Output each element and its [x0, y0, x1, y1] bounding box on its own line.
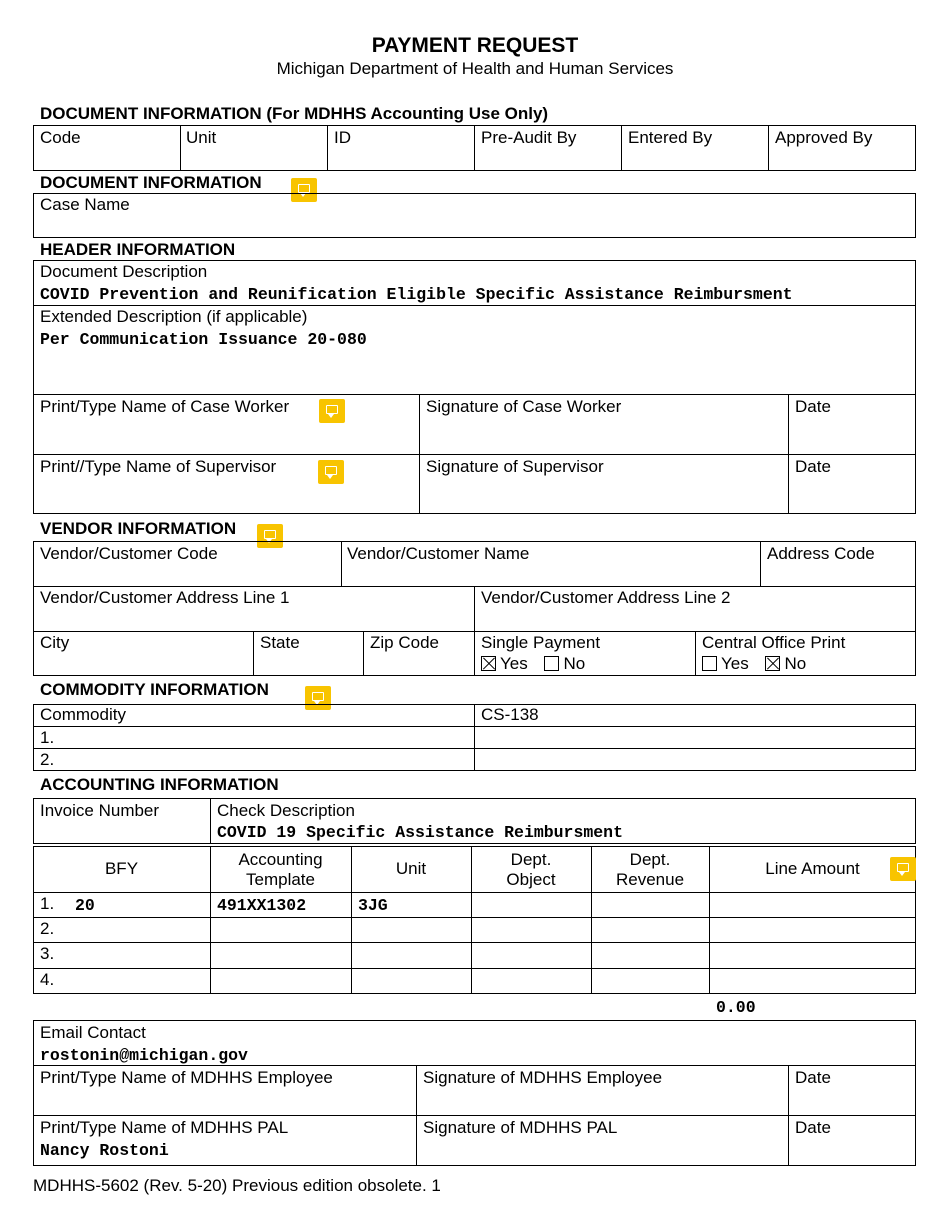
acct-row-number: 3. [40, 944, 55, 963]
col-header-dept-object [471, 850, 591, 890]
col-header-revenue-line1: Dept. [629, 850, 671, 869]
divider [474, 586, 475, 676]
divider [33, 1065, 916, 1066]
state-field[interactable]: State [260, 633, 300, 652]
case-name-box [33, 193, 916, 238]
cs138-header: CS-138 [481, 705, 539, 724]
col-header-object-line2: Object [506, 870, 556, 889]
central-print-no-label: No [784, 654, 807, 673]
vendor-address-line2-field[interactable]: Vendor/Customer Address Line 2 [481, 588, 731, 607]
central-print-yes-checkbox[interactable] [702, 656, 717, 671]
city-field[interactable]: City [40, 633, 70, 652]
page-subtitle: Michigan Department of Health and Human Services [276, 59, 674, 78]
divider [180, 125, 181, 171]
commodity-row-2[interactable]: 2. [40, 750, 55, 769]
email-contact-value[interactable]: rostonin@michigan.gov [40, 1046, 248, 1065]
divider [210, 798, 211, 844]
employee-name-field[interactable]: Print/Type Name of MDHHS Employee [40, 1068, 333, 1087]
central-print-no-checkbox[interactable] [765, 656, 780, 671]
col-header-template-line2: Template [246, 870, 315, 889]
code-field[interactable]: Code [40, 128, 81, 147]
col-header-template-line1: Accounting [238, 850, 323, 869]
divider [416, 1065, 417, 1166]
pal-date-field[interactable]: Date [795, 1118, 831, 1137]
acct-row-number: 4. [40, 970, 55, 989]
central-office-print-label: Central Office Print [702, 633, 846, 652]
ext-desc-label: Extended Description (if applicable) [40, 307, 308, 326]
acct-row-template[interactable]: 491XX1302 [217, 896, 307, 915]
pal-name-value[interactable]: Nancy Rostoni [40, 1141, 169, 1160]
case-worker-name-field[interactable]: Print/Type Name of Case Worker [40, 397, 290, 416]
divider [33, 942, 916, 943]
check-description-label: Check Description [217, 801, 355, 820]
col-header-dept-revenue [591, 850, 709, 890]
comment-note-icon[interactable] [319, 399, 345, 423]
commodity-row-1[interactable]: 1. [40, 728, 55, 747]
section-doc-info-accounting: DOCUMENT INFORMATION (For MDHHS Accounting Use Only) [40, 104, 549, 123]
divider [621, 125, 622, 171]
col-header-line-amount: Line Amount [765, 859, 860, 878]
zip-code-field[interactable]: Zip Code [370, 633, 439, 652]
email-contact-label: Email Contact [40, 1023, 146, 1042]
case-name-field[interactable]: Case Name [40, 195, 130, 214]
divider [33, 892, 916, 893]
form-footer: MDHHS-5602 (Rev. 5-20) Previous edition obsolete. 1 [33, 1176, 441, 1195]
employee-signature-field[interactable]: Signature of MDHHS Employee [423, 1068, 663, 1087]
pal-signature-field[interactable]: Signature of MDHHS PAL [423, 1118, 618, 1137]
vendor-address-line1-field[interactable]: Vendor/Customer Address Line 1 [40, 588, 290, 607]
comment-note-icon[interactable] [890, 857, 916, 881]
divider [474, 704, 475, 771]
supervisor-date-field[interactable]: Date [795, 457, 831, 476]
approved-by-field[interactable]: Approved By [775, 128, 873, 147]
vendor-name-field[interactable]: Vendor/Customer Name [347, 544, 530, 563]
single-payment-label: Single Payment [481, 633, 601, 652]
acct-row-unit[interactable]: 3JG [358, 896, 388, 915]
check-description-value[interactable]: COVID 19 Specific Assistance Reimbursment [217, 823, 623, 842]
case-worker-signature-field[interactable]: Signature of Case Worker [426, 397, 622, 416]
id-field[interactable]: ID [334, 128, 351, 147]
divider [33, 968, 916, 969]
single-payment-yes-checkbox[interactable] [481, 656, 496, 671]
divider [363, 631, 364, 676]
commodity-header: Commodity [40, 705, 126, 724]
section-vendor-info: VENDOR INFORMATION [40, 519, 237, 538]
acct-row-number: 2. [40, 919, 55, 938]
divider [768, 125, 769, 171]
vendor-code-field[interactable]: Vendor/Customer Code [40, 544, 218, 563]
col-header-unit: Unit [395, 859, 427, 878]
entered-by-field[interactable]: Entered By [628, 128, 713, 147]
address-code-field[interactable]: Address Code [767, 544, 875, 563]
divider [33, 394, 916, 395]
col-header-template [210, 850, 351, 890]
line-amount-total: 0.00 [716, 998, 756, 1017]
divider [33, 917, 916, 918]
central-print-yes-label: Yes [721, 654, 749, 673]
page-title: PAYMENT REQUEST [371, 34, 579, 57]
divider [760, 541, 761, 586]
acct-row-bfy[interactable]: 20 [75, 896, 95, 915]
single-payment-no-label: No [563, 654, 586, 673]
acct-row-number: 1. [40, 894, 55, 913]
divider [341, 541, 342, 586]
unit-field[interactable]: Unit [186, 128, 217, 147]
section-header-info: HEADER INFORMATION [40, 240, 236, 259]
divider [327, 125, 328, 171]
invoice-number-field[interactable]: Invoice Number [40, 801, 160, 820]
divider [253, 631, 254, 676]
col-header-bfy: BFY [104, 859, 139, 878]
divider [33, 454, 916, 455]
col-header-object-line1: Dept. [510, 850, 552, 869]
divider [788, 394, 789, 514]
divider [474, 125, 475, 171]
single-payment-yes-label: Yes [500, 654, 528, 673]
doc-desc-value[interactable]: COVID Prevention and Reunification Eligible Specific Assistance Reimbursment [40, 285, 793, 304]
section-doc-info: DOCUMENT INFORMATION [40, 173, 262, 192]
employee-date-field[interactable]: Date [795, 1068, 831, 1087]
doc-desc-label: Document Description [40, 262, 208, 281]
ext-desc-value[interactable]: Per Communication Issuance 20-080 [40, 330, 367, 349]
supervisor-name-field[interactable]: Print//Type Name of Supervisor [40, 457, 277, 476]
central-office-print-options [702, 654, 806, 674]
comment-note-icon[interactable] [318, 460, 344, 484]
divider [788, 1065, 789, 1166]
section-accounting-info: ACCOUNTING INFORMATION [40, 775, 279, 794]
divider [419, 394, 420, 514]
single-payment-options [481, 654, 585, 674]
supervisor-signature-field[interactable]: Signature of Supervisor [426, 457, 604, 476]
case-worker-date-field[interactable]: Date [795, 397, 831, 416]
divider [33, 305, 916, 306]
pal-name-label: Print/Type Name of MDHHS PAL [40, 1118, 289, 1137]
single-payment-no-checkbox[interactable] [544, 656, 559, 671]
col-header-revenue-line2: Revenue [615, 870, 685, 889]
divider [695, 631, 696, 676]
pre-audit-field[interactable]: Pre-Audit By [481, 128, 577, 147]
section-commodity-info: COMMODITY INFORMATION [40, 680, 269, 699]
divider [33, 1115, 916, 1116]
